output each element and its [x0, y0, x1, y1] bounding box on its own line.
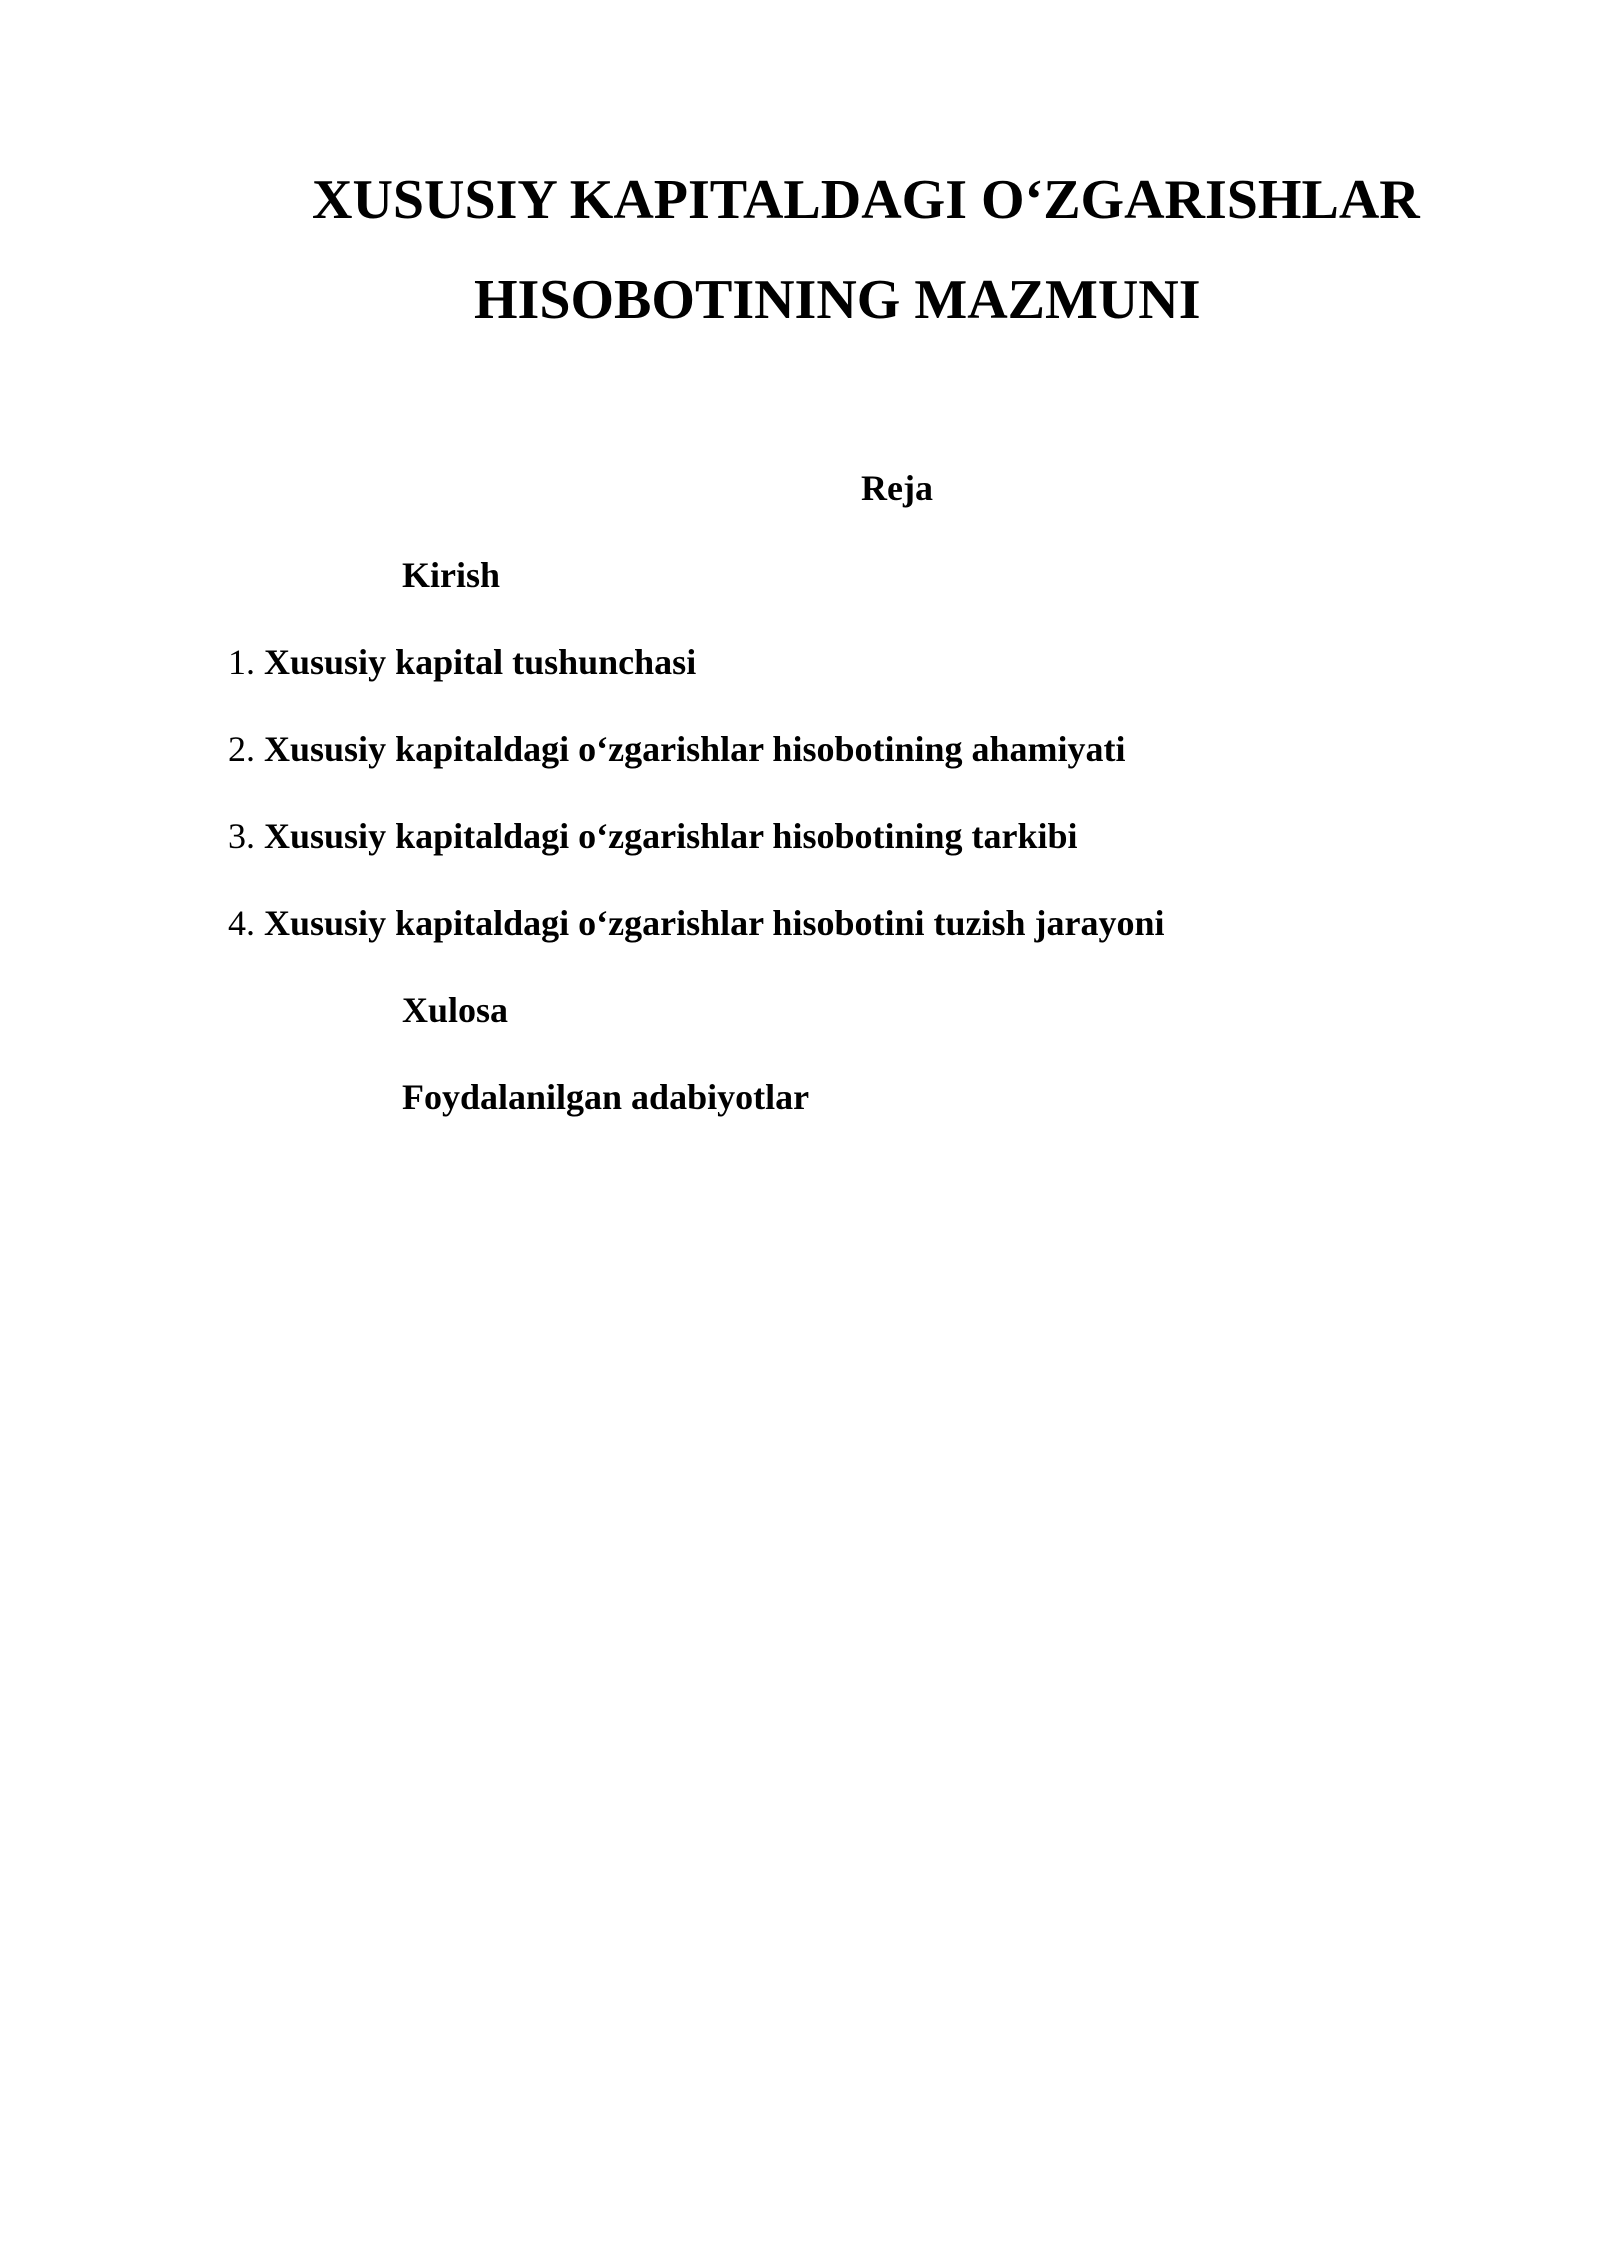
document-title	[0, 150, 1600, 350]
plan-item-text: Xususiy kapitaldagi o‘zgarishlar hisobotini tuzish jarayoni	[264, 903, 1165, 943]
title-line-1: XUSUSIY KAPITALDAGI O‘ZGARISHLAR	[312, 169, 1420, 231]
plan-item-text: Xususiy kapitaldagi o‘zgarishlar hisobotining tarkibi	[264, 816, 1078, 856]
plan-heading: Reja	[861, 468, 933, 508]
plan-list	[0, 549, 1600, 1158]
plan-item-1	[0, 636, 1600, 723]
plan-item-text: Xususiy kapitaldagi o‘zgarishlar hisobotining ahamiyati	[264, 729, 1126, 769]
plan-references: Foydalanilgan adabiyotlar	[402, 1077, 810, 1117]
plan-item-number: 2.	[228, 729, 255, 769]
title-line-2: HISOBOTINING MAZMUNI	[474, 269, 1201, 331]
plan-item-number: 4.	[228, 903, 255, 943]
plan-conclusion: Xulosa	[402, 990, 509, 1030]
plan-item-text: Xususiy kapital tushunchasi	[264, 642, 697, 682]
plan-item-number: 1.	[228, 642, 255, 682]
plan-item-4	[0, 897, 1600, 984]
plan-item-number: 3.	[228, 816, 255, 856]
plan-item-3	[0, 810, 1600, 897]
plan-item-2	[0, 723, 1600, 810]
plan-intro: Kirish	[402, 555, 501, 595]
